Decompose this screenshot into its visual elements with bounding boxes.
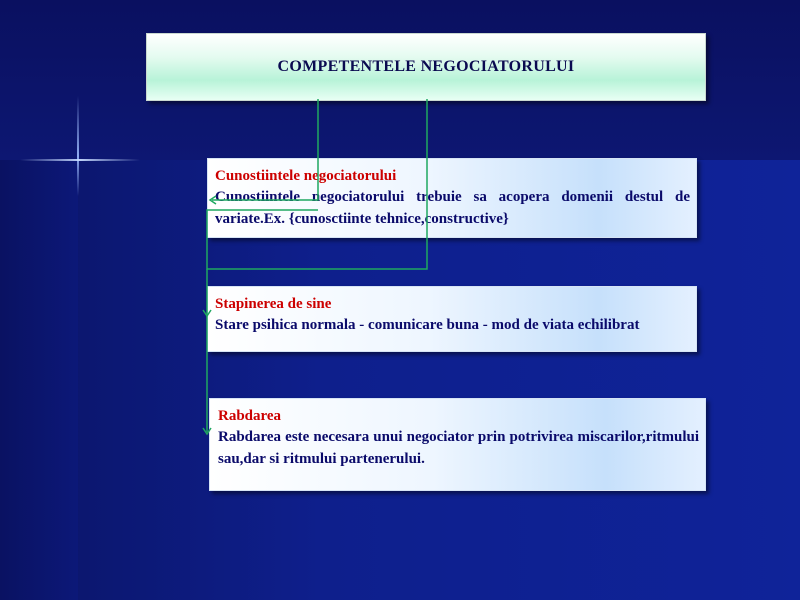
competence-card-self-control <box>207 286 697 352</box>
card-body: Rabdarea este necesara unui negociator prin potrivirea miscarilor,ritmului sau,dar si ritmului partenerului. <box>218 429 699 467</box>
competence-card-patience <box>209 398 706 491</box>
background-left-band <box>0 160 78 600</box>
card-body: Cunostiintele negociatorului trebuie sa acopera domenii destul de variate.Ex. {cunosctiinte tehnice,constructive} <box>215 189 690 227</box>
sparkle-horizontal-decoration <box>20 159 140 161</box>
card-heading: Stapinerea de sine <box>215 296 332 312</box>
title-box <box>146 33 706 101</box>
card-heading: Rabdarea <box>218 408 282 424</box>
card-heading: Cunostiintele negociatorului <box>215 168 397 184</box>
sparkle-vertical-decoration <box>77 96 79 196</box>
competence-card-knowledge <box>207 158 697 238</box>
card-body: Stare psihica normala - comunicare buna - mod de viata echilibrat <box>215 317 640 333</box>
diagram-title: COMPETENTELE NEGOCIATORULUI <box>277 58 575 75</box>
